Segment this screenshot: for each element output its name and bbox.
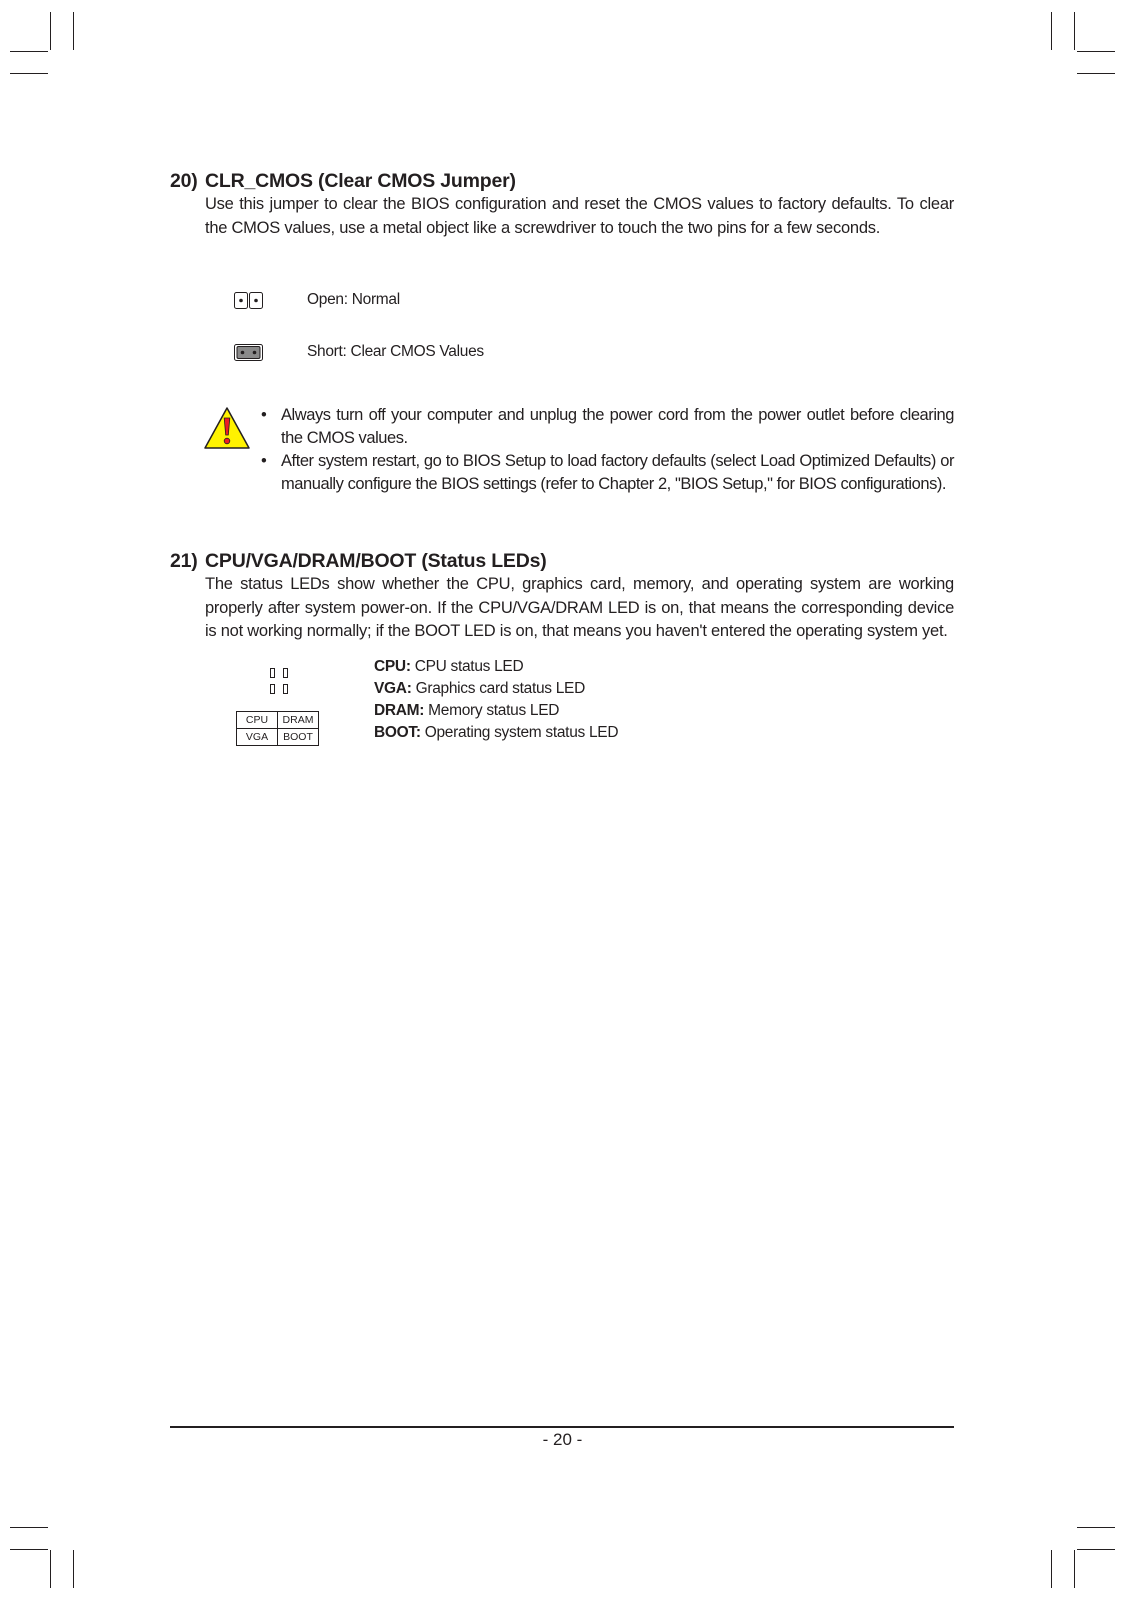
led-grid-cell-dram: DRAM xyxy=(278,712,319,729)
warning-list xyxy=(261,404,954,496)
crop-mark xyxy=(1077,1527,1115,1528)
jumper-open-label: Open: Normal xyxy=(307,291,400,308)
led-pads-icon xyxy=(236,665,326,711)
section-heading xyxy=(170,170,954,193)
section-number: 20) xyxy=(170,170,198,192)
crop-mark xyxy=(1074,1550,1075,1588)
page-number: - 20 - xyxy=(542,1430,583,1449)
section-status-leds xyxy=(170,550,954,644)
section-number: 21) xyxy=(170,550,198,572)
crop-mark xyxy=(1077,51,1115,52)
footer-rule xyxy=(170,1426,954,1428)
crop-mark xyxy=(73,1550,74,1588)
section-body: Use this jumper to clear the BIOS configuration and reset the CMOS values to factory defaults. To clear the CMOS values, use a metal object like a screwdriver to touch the two pins for a few seconds. xyxy=(205,195,954,237)
led-desc: Operating system status LED xyxy=(424,724,619,741)
crop-mark xyxy=(1077,73,1115,74)
warning-text: After system restart, go to BIOS Setup to load factory defaults (select Load Optimized Defaults) or manually configure the BIOS settings (refer to Chapter 2, "BIOS Setup," for BIOS configurations). xyxy=(281,452,954,493)
crop-mark xyxy=(50,12,51,50)
crop-mark xyxy=(1074,12,1075,50)
section-body: The status LEDs show whether the CPU, graphics card, memory, and operating system are working properly after system power-on. If the CPU/VGA/DRAM LED is on, that means the corresponding device is not working normally; if the BOOT LED is on, that means you haven't entered the operating system yet. xyxy=(205,575,954,640)
led-grid-cell-vga: VGA xyxy=(237,729,278,746)
crop-mark xyxy=(10,51,48,52)
jumper-short-label: Short: Clear CMOS Values xyxy=(307,343,484,360)
warning-text: Always turn off your computer and unplug the power cord from the power outlet before clearing the CMOS values. xyxy=(281,406,954,447)
list-item xyxy=(261,450,954,496)
jumper-short-icon xyxy=(234,344,263,361)
crop-mark xyxy=(1077,1549,1115,1550)
led-label-grid xyxy=(236,711,319,746)
led-key: VGA: xyxy=(374,680,412,697)
crop-mark xyxy=(73,12,74,50)
section-clr-cmos xyxy=(170,170,954,240)
list-item xyxy=(261,404,954,450)
led-desc: CPU status LED xyxy=(414,658,524,675)
crop-mark xyxy=(10,1549,48,1550)
crop-mark xyxy=(1051,1550,1052,1588)
section-title: CLR_CMOS (Clear CMOS Jumper) xyxy=(205,170,516,192)
crop-mark xyxy=(1051,12,1052,50)
section-heading xyxy=(170,550,954,573)
crop-mark xyxy=(50,1550,51,1588)
jumper-short-row xyxy=(234,343,484,361)
led-definition-vga xyxy=(374,678,618,700)
bullet: • xyxy=(261,406,267,424)
led-grid-cell-boot: BOOT xyxy=(278,729,319,746)
crop-mark xyxy=(10,1527,48,1528)
led-grid-cell-cpu: CPU xyxy=(237,712,278,729)
led-key: CPU: xyxy=(374,658,411,675)
crop-mark xyxy=(10,73,48,74)
led-definition-cpu xyxy=(374,656,618,678)
section-title: CPU/VGA/DRAM/BOOT (Status LEDs) xyxy=(205,550,547,572)
led-definition-boot xyxy=(374,722,618,744)
bullet: • xyxy=(261,452,267,470)
led-key: BOOT: xyxy=(374,724,421,741)
led-desc: Graphics card status LED xyxy=(415,680,585,697)
led-desc: Memory status LED xyxy=(428,702,560,719)
led-key: DRAM: xyxy=(374,702,425,719)
warning-triangle-icon xyxy=(203,406,251,455)
led-definitions xyxy=(374,656,618,744)
jumper-open-icon xyxy=(234,292,263,309)
jumper-open-row xyxy=(234,291,400,309)
led-diagram xyxy=(236,665,326,750)
led-definition-dram xyxy=(374,700,618,722)
